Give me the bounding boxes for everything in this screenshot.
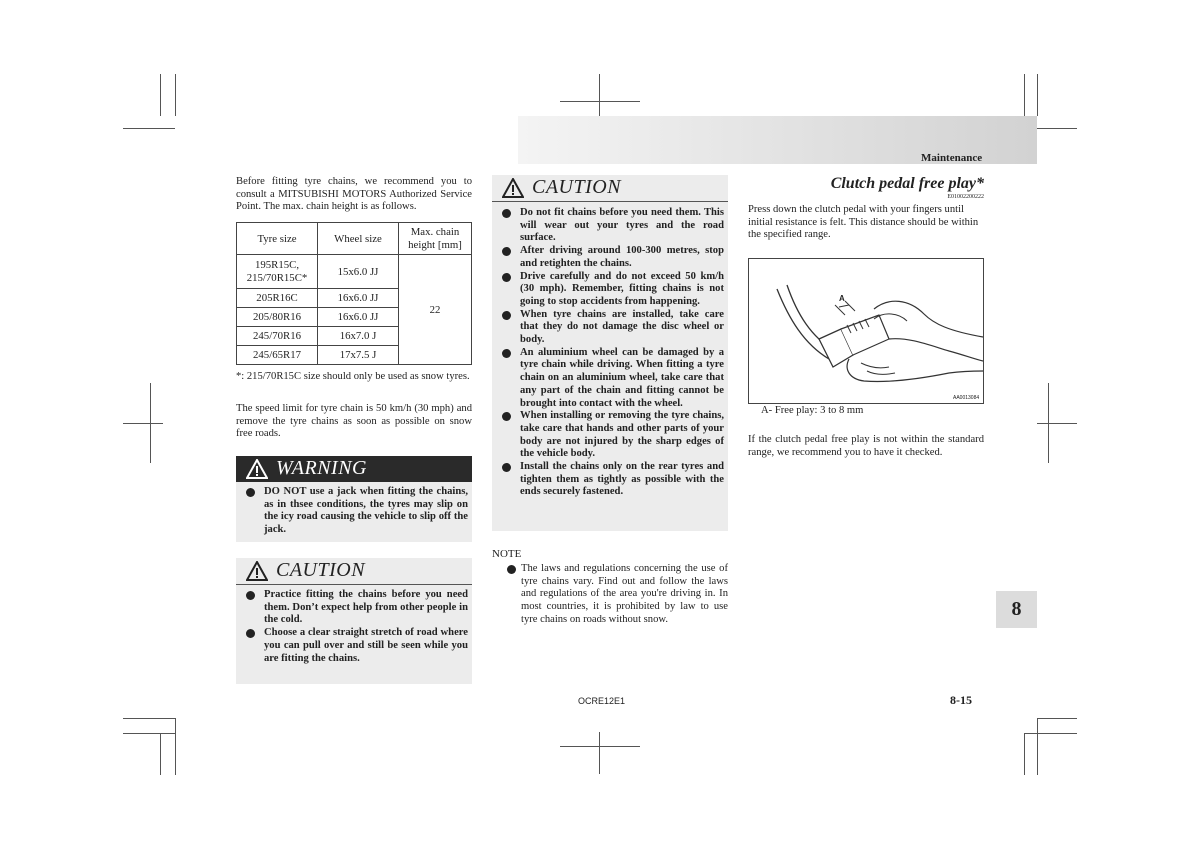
crop-mark xyxy=(150,383,151,463)
section-title: Maintenance xyxy=(921,152,983,164)
warning-header xyxy=(236,456,472,482)
bullet-icon xyxy=(502,273,511,282)
list-item xyxy=(236,627,468,665)
warning-triangle-icon xyxy=(246,459,268,479)
list-item-text: The laws and regulations concerning the use of tyre chains vary. Find out and follow the laws and regulations of the area you're driving in. In most countries, it is prohibited by law to use tyre chains on roads without snow. xyxy=(521,563,728,625)
bullet-icon xyxy=(502,349,511,358)
figure-code: AA0013084 xyxy=(953,395,980,401)
table-header: Max. chain height [mm] xyxy=(399,223,472,255)
crop-mark xyxy=(1037,74,1038,116)
crop-mark xyxy=(160,733,161,775)
list-item xyxy=(492,309,724,347)
caution-title: CAUTION xyxy=(532,176,622,198)
list-item xyxy=(492,347,724,411)
wheel-size-cell: 16x6.0 JJ xyxy=(318,289,399,308)
caution-triangle-icon xyxy=(246,561,268,581)
list-item xyxy=(236,486,468,537)
note-list xyxy=(492,563,728,627)
tyre-size-cell: 205/80R16 xyxy=(237,308,318,327)
crop-mark xyxy=(175,718,176,775)
crop-mark xyxy=(123,733,175,734)
clutch-pedal-illustration xyxy=(749,259,983,403)
list-item-text: An aluminium wheel can be damaged by a tyre chain while driving. When fitting a tyre chain on an aluminium wheel, take care that any part of the chain and fitting cannot be brought into contact with the wheel. xyxy=(520,346,724,409)
crop-mark xyxy=(560,746,640,747)
clutch-pedal-figure xyxy=(748,258,984,404)
crop-mark xyxy=(1037,128,1077,129)
wheel-size-cell: 17x7.5 J xyxy=(318,346,399,365)
crop-mark xyxy=(1048,383,1049,463)
speed-limit-paragraph: The speed limit for tyre chain is 50 km/h (30 mph) and remove the tyre chains as soon as possible on snow free roads. xyxy=(236,403,472,440)
max-height-cell: 22 xyxy=(399,255,472,365)
tyre-size-cell: 195R15C, 215/70R15C* xyxy=(237,255,318,289)
warning-title: WARNING xyxy=(276,457,367,479)
note-label: NOTE xyxy=(492,548,522,560)
bullet-icon xyxy=(507,565,516,574)
list-item xyxy=(492,207,724,245)
footnote: *: 215/70R15C size should only be used as snow tyres. xyxy=(236,371,470,382)
list-item xyxy=(236,589,468,627)
bullet-icon xyxy=(246,629,255,638)
crop-mark xyxy=(123,423,163,424)
crop-mark xyxy=(1024,733,1077,734)
list-item-text: Choose a clear straight stretch of road where you can pull over and still be seen while you are fitting the chains. xyxy=(264,627,468,664)
list-item-text: Install the chains only on the rear tyres and tighten them as tightly as possible with the ends securely fastened. xyxy=(520,461,724,498)
bullet-icon xyxy=(502,311,511,320)
chapter-tab: 8 xyxy=(996,591,1037,628)
list-item xyxy=(492,410,724,461)
figure-label-a: A xyxy=(839,294,845,303)
bullet-icon xyxy=(502,463,511,472)
clutch-advice: If the clutch pedal free play is not within the standard range, we recommend you to have it checked. xyxy=(748,434,984,458)
crop-mark xyxy=(1037,423,1077,424)
section-code: E01002200222 xyxy=(947,194,984,200)
tyre-size-cell: 205R16C xyxy=(237,289,318,308)
caution-header xyxy=(236,558,472,585)
crop-mark xyxy=(1024,733,1025,775)
list-item-text: Do not fit chains before you need them. This will wear out your tyres and the road surface. xyxy=(520,207,724,244)
caution-box-left xyxy=(236,558,472,684)
crop-mark xyxy=(123,128,175,129)
bullet-icon xyxy=(502,412,511,421)
bullet-icon xyxy=(502,247,511,256)
caution-list xyxy=(492,207,728,499)
crop-mark xyxy=(1037,718,1038,775)
caution-header xyxy=(492,175,728,202)
warning-list xyxy=(236,486,472,537)
list-item xyxy=(492,461,724,499)
footer-code: OCRE12E1 xyxy=(578,696,626,706)
crop-mark xyxy=(160,74,161,116)
crop-mark xyxy=(175,74,176,116)
figure-caption: A- Free play: 3 to 8 mm xyxy=(761,405,864,416)
list-item xyxy=(492,271,724,309)
bullet-icon xyxy=(246,591,255,600)
list-item-text: DO NOT use a jack when fitting the chains, as in thsee conditions, the tyres may slip on the icy road causing the vehicle to slip off the jack. xyxy=(264,486,468,536)
clutch-section-title: Clutch pedal free play* xyxy=(830,175,984,192)
tyre-size-cell: 245/65R17 xyxy=(237,346,318,365)
crop-mark xyxy=(560,101,640,102)
list-item xyxy=(492,245,724,270)
caution-box-middle xyxy=(492,175,728,531)
list-item xyxy=(492,563,728,627)
caution-list xyxy=(236,589,472,665)
list-item-text: Drive carefully and do not exceed 50 km/h (30 mph). Remember, fitting chains is not going to stop accidents from happening. xyxy=(520,270,724,307)
wheel-size-cell: 16x6.0 JJ xyxy=(318,308,399,327)
page-number: 8-15 xyxy=(950,693,972,707)
list-item-text: When installing or removing the tyre chains, take care that hands and other parts of your body are not injured by the sharp edges of the vehicle body. xyxy=(520,410,724,460)
crop-mark xyxy=(123,718,175,719)
table-header: Tyre size xyxy=(237,223,318,255)
caution-title: CAUTION xyxy=(276,559,366,581)
chain-height-table xyxy=(236,222,472,365)
caution-triangle-icon xyxy=(502,178,524,198)
bullet-icon xyxy=(246,488,255,497)
wheel-size-cell: 15x6.0 JJ xyxy=(318,255,399,289)
intro-paragraph: Before fitting tyre chains, we recommend you to consult a MITSUBISHI MOTORS Authorized Service Point. The max. chain height is as follows. xyxy=(236,176,472,213)
table-header: Wheel size xyxy=(318,223,399,255)
list-item-text: Practice fitting the chains before you need them. Don’t expect help from other people in the cold. xyxy=(264,589,468,626)
crop-mark xyxy=(599,732,600,774)
crop-mark xyxy=(1024,74,1025,116)
bullet-icon xyxy=(502,209,511,218)
list-item-text: When tyre chains are installed, take care that they do not damage the disc wheel or body. xyxy=(520,308,724,346)
warning-box xyxy=(236,456,472,542)
tyre-size-cell: 245/70R16 xyxy=(237,327,318,346)
crop-mark xyxy=(1037,718,1077,719)
list-item-text: After driving around 100-300 metres, stop and retighten the chains. xyxy=(520,245,724,269)
table-row xyxy=(237,255,472,289)
wheel-size-cell: 16x7.0 J xyxy=(318,327,399,346)
clutch-intro: Press down the clutch pedal with your fingers until initial resistance is felt. This distance should be within the specified range. xyxy=(748,204,979,241)
